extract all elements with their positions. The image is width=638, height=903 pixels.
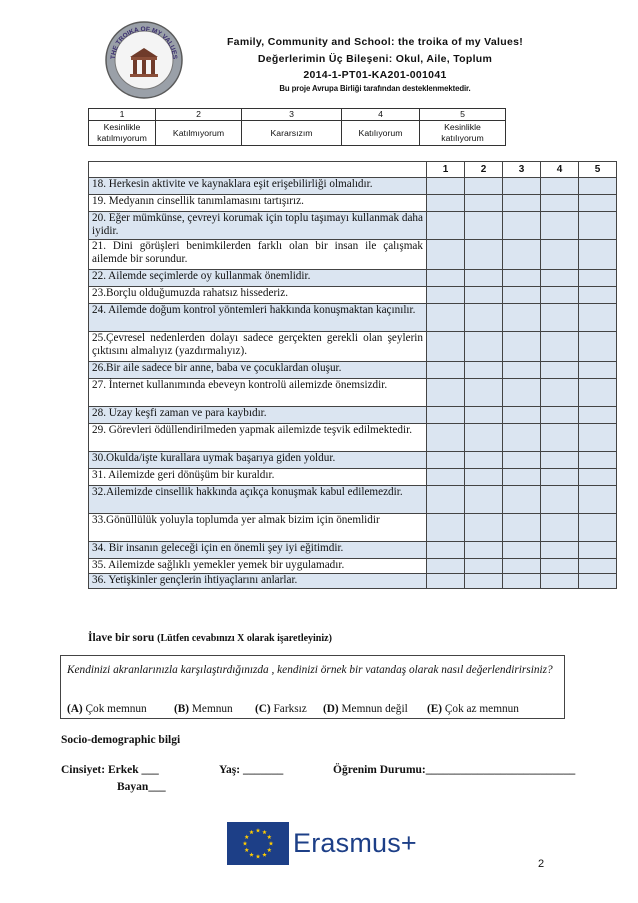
statement-text: 22. Ailemde seçimlerde oy kullanmak önemlidir. [89,270,427,287]
answer-cell-3[interactable] [503,195,541,212]
table-row [89,452,617,469]
rating-scale-legend [88,108,506,146]
answer-cell-1[interactable] [427,486,465,514]
statement-text: 29. Görevleri ödüllendirilmeden yapmak ailemizde teşvik edilmektedir. [89,424,427,452]
answer-cell-5[interactable] [579,407,617,424]
answer-cell-2[interactable] [465,287,503,304]
answer-cell-4[interactable] [541,270,579,287]
answer-cell-1[interactable] [427,559,465,574]
table-header-row [89,162,617,178]
extra-title-text: İlave bir soru [88,632,155,644]
answer-cell-4[interactable] [541,574,579,589]
extra-question-box [60,655,565,719]
option-a[interactable] [67,703,147,715]
answer-cell-5[interactable] [579,486,617,514]
answer-cell-5[interactable] [579,542,617,559]
table-row [89,240,617,270]
project-code: 2014-1-PT01-KA201-001041 [303,69,447,81]
scale-number: 1 [89,109,156,121]
answer-cell-2[interactable] [465,212,503,240]
table-row [89,287,617,304]
answer-cell-5[interactable] [579,452,617,469]
option-key: (D) [323,703,339,715]
scale-number: 5 [420,109,506,121]
answer-cell-4[interactable] [541,379,579,407]
answer-cell-2[interactable] [465,362,503,379]
answer-cell-2[interactable] [465,407,503,424]
gender-female-field[interactable]: Bayan___ [117,781,166,793]
answer-cell-1[interactable] [427,362,465,379]
answer-cell-1[interactable] [427,542,465,559]
answer-cell-4[interactable] [541,542,579,559]
column-header: 2 [465,162,503,178]
answer-cell-1[interactable] [427,574,465,589]
answer-cell-3[interactable] [503,287,541,304]
column-header: 1 [427,162,465,178]
answer-cell-2[interactable] [465,469,503,486]
statement-text: 27. İnternet kullanımında ebeveyn kontrolü ailemizde önemsizdir. [89,379,427,407]
option-e[interactable] [427,703,519,715]
answer-cell-1[interactable] [427,379,465,407]
statement-text: 20. Eğer mümkünse, çevreyi korumak için toplu taşımayı kullanmak daha iyidir. [89,212,427,240]
table-row [89,362,617,379]
answer-cell-4[interactable] [541,178,579,195]
answer-cell-3[interactable] [503,514,541,542]
scale-label: Kesinlikle katılıyorum [420,121,506,146]
answer-cell-5[interactable] [579,304,617,332]
answer-cell-2[interactable] [465,304,503,332]
option-b[interactable] [174,703,233,715]
answer-cell-5[interactable] [579,514,617,542]
option-d[interactable] [323,703,408,715]
table-row [89,379,617,407]
answer-cell-5[interactable] [579,212,617,240]
table-row [89,486,617,514]
answer-cell-1[interactable] [427,212,465,240]
answer-cell-2[interactable] [465,240,503,270]
statement-text: 25.Çevresel nedenlerden dolayı sadece gerçekten gerekli olan şeylerin çıktısını almalıyız (yazdırmalıyız). [89,332,427,362]
statement-text: 31. Ailemizde geri dönüşüm bir kuraldır. [89,469,427,486]
answer-cell-3[interactable] [503,212,541,240]
svg-text:THE TROIKA OF MY VALUES: THE TROIKA OF MY VALUES [109,25,179,60]
table-row [89,332,617,362]
answer-cell-3[interactable] [503,407,541,424]
option-label: Farksız [273,703,307,715]
statement-text: 21. Dini görüşleri benimkilerden farklı olan bir insan ile çalışmak ailemde bir sorundur. [89,240,427,270]
answer-cell-5[interactable] [579,362,617,379]
scale-label: Kararsızım [242,121,342,146]
answer-cell-3[interactable] [503,486,541,514]
answer-cell-5[interactable] [579,287,617,304]
column-header: 5 [579,162,617,178]
answer-cell-1[interactable] [427,270,465,287]
answer-cell-4[interactable] [541,240,579,270]
scale-number: 4 [342,109,420,121]
statement-text: 34. Bir insanın geleceği için en önemli şey iyi eğitimdir. [89,542,427,559]
extra-subtitle: (Lütfen cevabınızı X olarak işaretleyiniz) [157,633,332,644]
table-row [89,195,617,212]
answer-cell-4[interactable] [541,362,579,379]
table-row [89,559,617,574]
option-label: Çok az memnun [444,703,519,715]
education-field[interactable]: Öğrenim Durumu:__________________________ [333,764,576,776]
table-row [89,270,617,287]
answer-cell-2[interactable] [465,424,503,452]
table-row [89,178,617,195]
answer-cell-5[interactable] [579,424,617,452]
answer-cell-4[interactable] [541,452,579,469]
answer-cell-3[interactable] [503,469,541,486]
column-header: 4 [541,162,579,178]
statement-text: 30.Okulda/işte kurallara uymak başarıya giden yoldur. [89,452,427,469]
answer-cell-3[interactable] [503,379,541,407]
option-label: Memnun [191,703,233,715]
answer-cell-1[interactable] [427,424,465,452]
answer-cell-2[interactable] [465,332,503,362]
answer-cell-2[interactable] [465,452,503,469]
statement-text: 23.Borçlu olduğumuzda rahatsız hissederiz. [89,287,427,304]
troika-values-logo [104,20,184,100]
option-label: Çok memnun [85,703,147,715]
answer-cell-3[interactable] [503,574,541,589]
answer-cell-5[interactable] [579,195,617,212]
answer-cell-4[interactable] [541,514,579,542]
answer-cell-5[interactable] [579,469,617,486]
option-c[interactable] [255,703,307,715]
answer-cell-5[interactable] [579,574,617,589]
erasmus-plus-logo: Erasmus+ [293,828,417,858]
table-row [89,469,617,486]
statement-text: 18. Herkesin aktivite ve kaynaklara eşit erişebilirliği olmalıdır. [89,178,427,195]
statement-text: 24. Ailemde doğum kontrol yöntemleri hakkında konuşmaktan kaçınılır. [89,304,427,332]
scale-label: Katılıyorum [342,121,420,146]
extra-question-text: Kendinizi akranlarınızla karşılaştırdığınızda , kendinizi örnek bir vatandaş olarak nasıl değerlendirirsiniz? [67,664,553,676]
answer-cell-2[interactable] [465,514,503,542]
answer-cell-4[interactable] [541,332,579,362]
column-header: 3 [503,162,541,178]
header-title-en: Family, Community and School: the troika of my Values! [226,36,524,48]
answer-cell-4[interactable] [541,559,579,574]
answer-cell-5[interactable] [579,559,617,574]
answer-cell-3[interactable] [503,452,541,469]
statement-text: 32.Ailemizde cinsellik hakkında açıkça konuşmak kabul edilemezdir. [89,486,427,514]
answer-cell-1[interactable] [427,195,465,212]
scale-number: 2 [156,109,242,121]
option-label: Memnun değil [341,703,408,715]
answer-cell-1[interactable] [427,469,465,486]
statement-text: 36. Yetişkinler gençlerin ihtiyaçlarını anlarlar. [89,574,427,589]
answer-cell-1[interactable] [427,514,465,542]
answer-cell-2[interactable] [465,559,503,574]
answer-cell-4[interactable] [541,407,579,424]
answer-cell-2[interactable] [465,574,503,589]
option-key: (C) [255,703,271,715]
answer-cell-1[interactable] [427,178,465,195]
answer-cell-2[interactable] [465,270,503,287]
answer-cell-4[interactable] [541,469,579,486]
answer-cell-2[interactable] [465,542,503,559]
answer-cell-3[interactable] [503,362,541,379]
answer-cell-1[interactable] [427,332,465,362]
socio-demographic-title: Socio-demographic bilgi [61,734,181,746]
table-row [89,574,617,589]
answer-cell-1[interactable] [427,407,465,424]
answer-cell-3[interactable] [503,424,541,452]
statement-text: 19. Medyanın cinsellik tanımlamasını tartışırız. [89,195,427,212]
answer-cell-3[interactable] [503,240,541,270]
answer-cell-2[interactable] [465,195,503,212]
answer-cell-5[interactable] [579,270,617,287]
statement-text: 28. Uzay keşfi zaman ve para kaybıdır. [89,407,427,424]
statement-text: 35. Ailemizde sağlıklı yemekler yemek bir uygulamadır. [89,559,427,574]
answer-cell-3[interactable] [503,332,541,362]
answer-cell-2[interactable] [465,379,503,407]
answer-cell-5[interactable] [579,240,617,270]
statement-text: 33.Gönüllülük yoluyla toplumda yer almak bizim için önemlidir [89,514,427,542]
answer-cell-4[interactable] [541,212,579,240]
answer-cell-1[interactable] [427,287,465,304]
answer-cell-1[interactable] [427,452,465,469]
answer-cell-5[interactable] [579,178,617,195]
extra-question-title [88,632,332,644]
option-key: (A) [67,703,83,715]
scale-label: Kesinlikle katılmıyorum [89,121,156,146]
answer-cell-2[interactable] [465,178,503,195]
header-blank [89,162,427,178]
answer-cell-4[interactable] [541,486,579,514]
answer-cell-3[interactable] [503,270,541,287]
answer-cell-5[interactable] [579,379,617,407]
table-row [89,542,617,559]
table-row [89,212,617,240]
questionnaire-table [88,161,617,589]
eu-support-note: Bu proje Avrupa Birliği tarafından desteklenmektedir. [279,84,471,93]
option-key: (B) [174,703,190,715]
answer-cell-5[interactable] [579,332,617,362]
gender-male-field[interactable]: Cinsiyet: Erkek ___ [61,764,159,776]
eu-flag-icon [227,822,289,865]
age-field[interactable]: Yaş: _______ [219,764,284,776]
statement-text: 26.Bir aile sadece bir anne, baba ve çocuklardan oluşur. [89,362,427,379]
answer-cell-4[interactable] [541,304,579,332]
answer-cell-3[interactable] [503,542,541,559]
table-row [89,514,617,542]
answer-cell-4[interactable] [541,287,579,304]
answer-cell-4[interactable] [541,424,579,452]
table-row [89,424,617,452]
answer-cell-4[interactable] [541,195,579,212]
answer-cell-3[interactable] [503,304,541,332]
answer-cell-1[interactable] [427,240,465,270]
answer-cell-1[interactable] [427,304,465,332]
option-key: (E) [427,703,443,715]
table-row [89,304,617,332]
header-title-tr: Değerlerimin Üç Bileşeni: Okul, Aile, Toplum [257,53,493,65]
scale-label: Katılmıyorum [156,121,242,146]
table-row [89,407,617,424]
answer-cell-2[interactable] [465,486,503,514]
scale-number: 3 [242,109,342,121]
answer-cell-3[interactable] [503,178,541,195]
page-number: 2 [538,858,545,870]
answer-cell-3[interactable] [503,559,541,574]
